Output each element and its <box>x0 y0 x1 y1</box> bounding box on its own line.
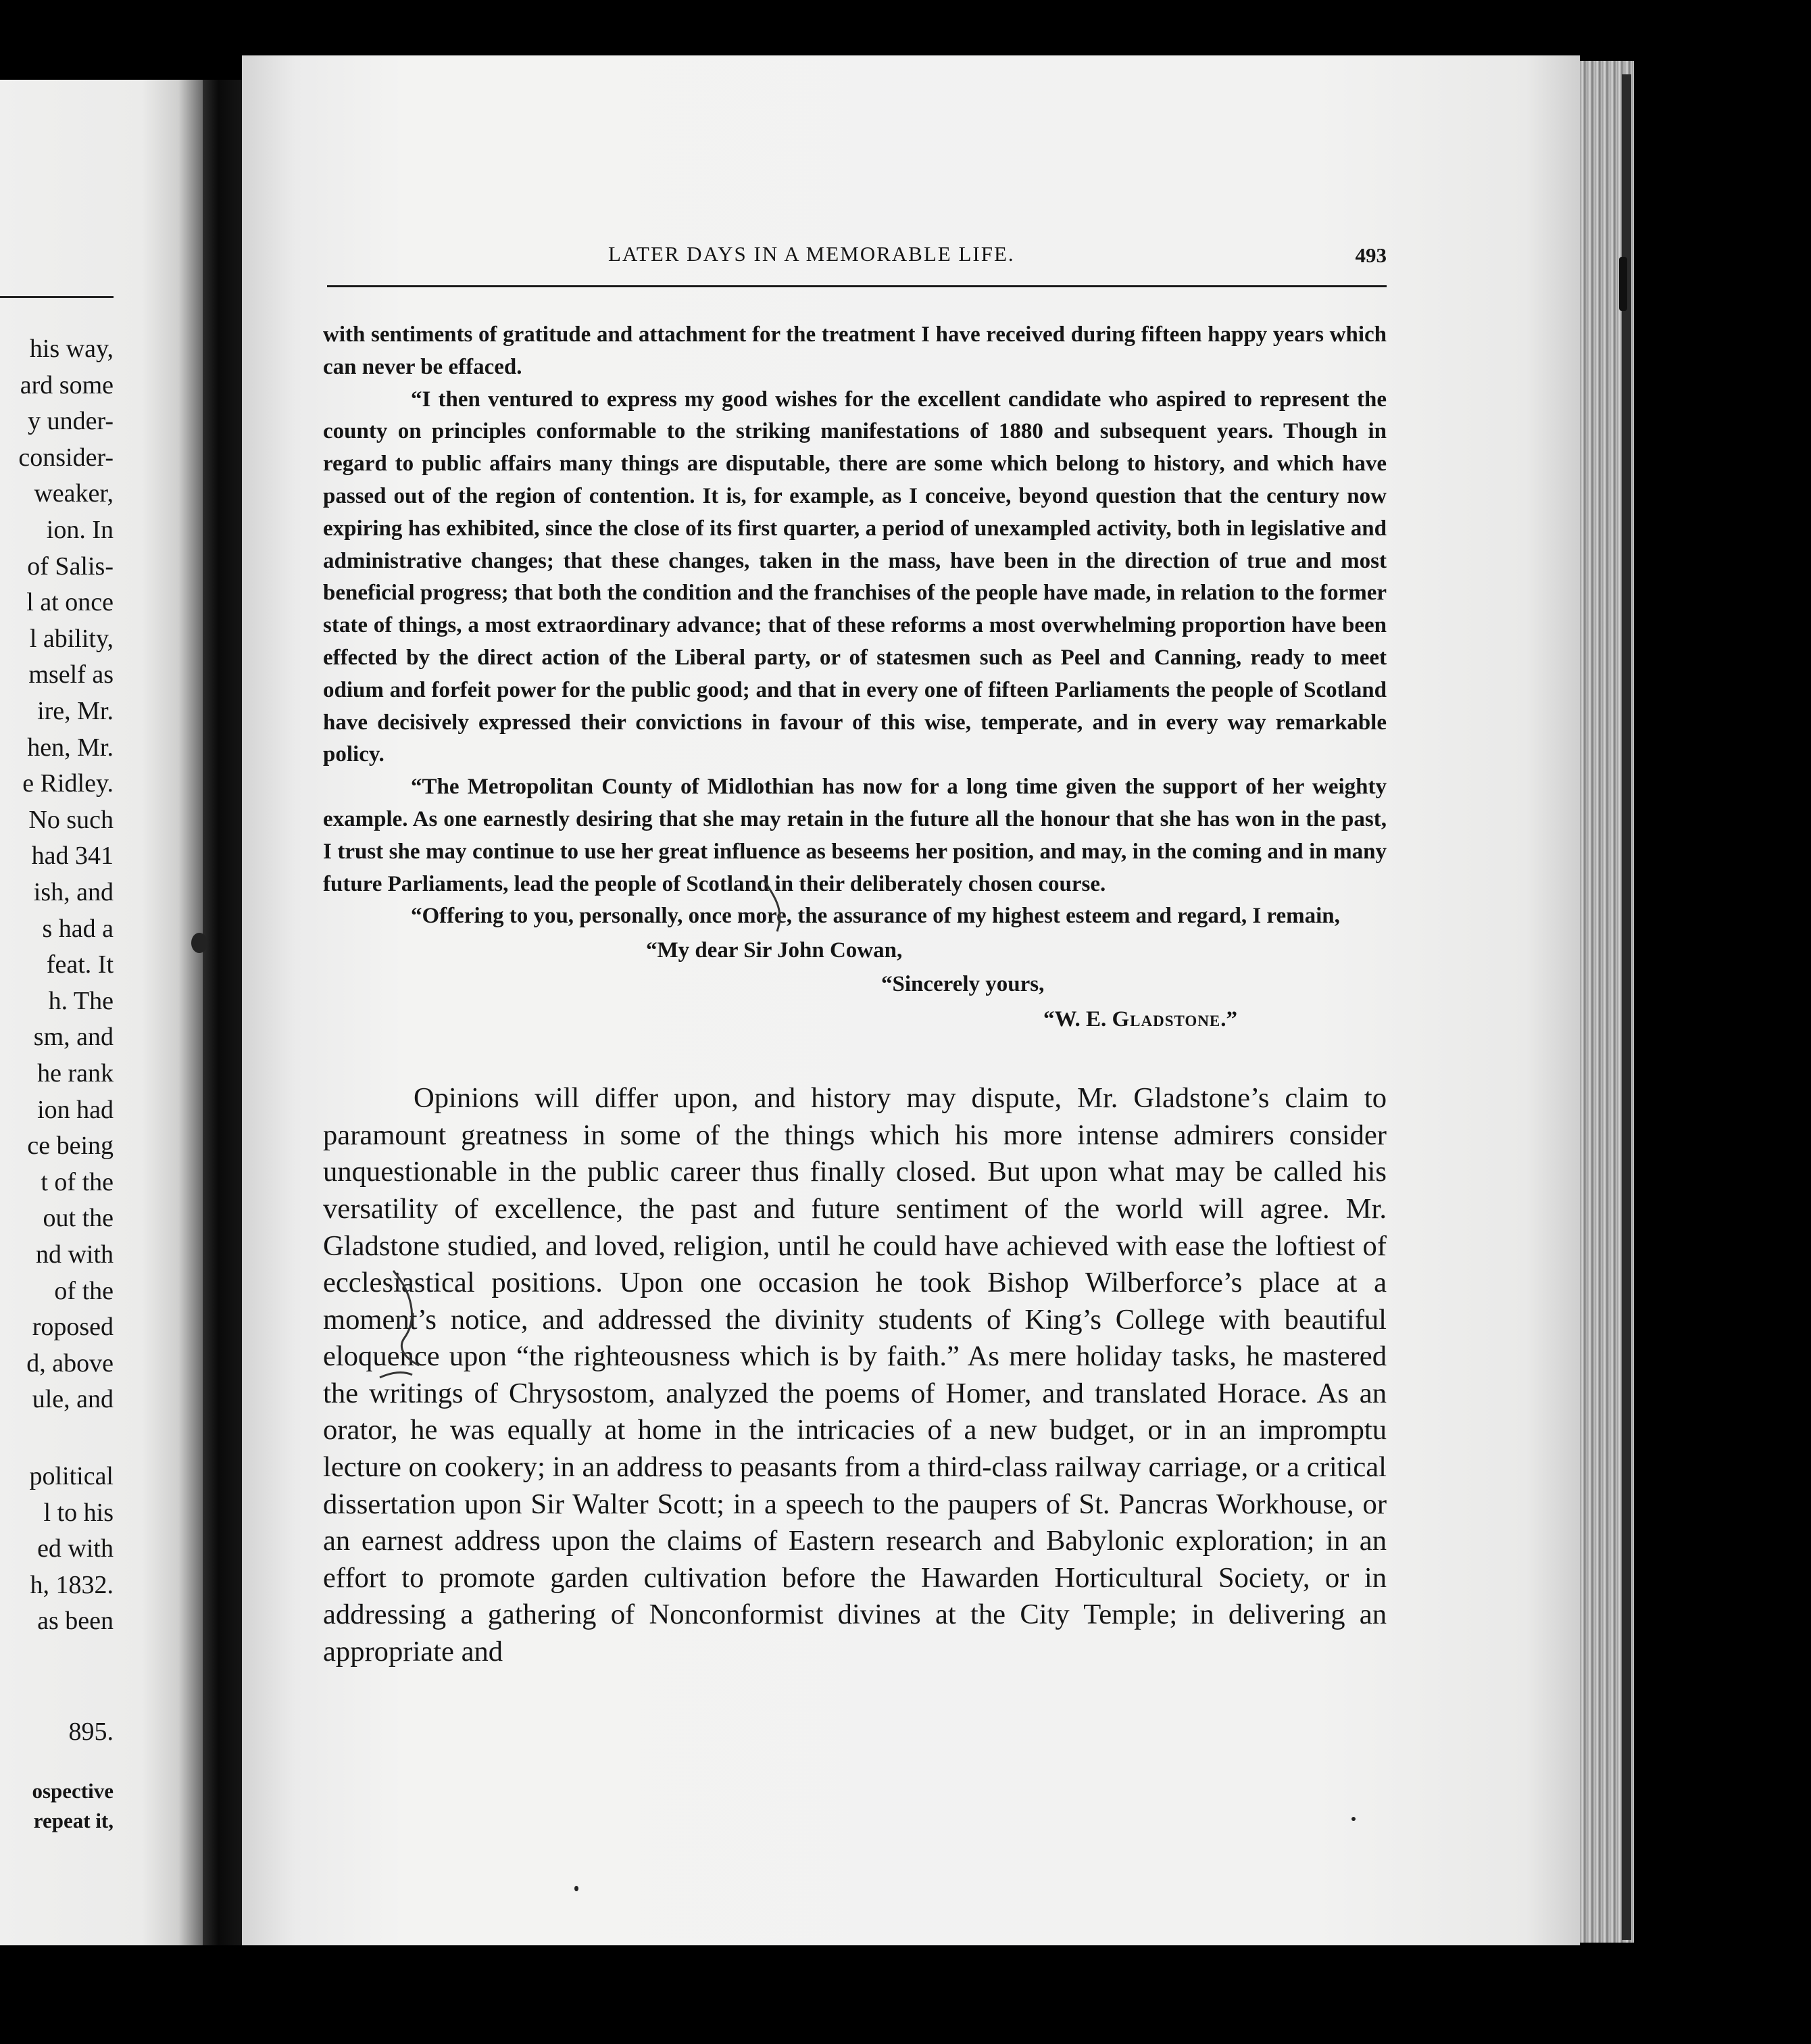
left-page-fragment <box>0 80 203 1945</box>
left-page-line: as been <box>37 1607 114 1636</box>
left-page-line: had 341 <box>31 842 114 871</box>
pencil-bracket-mark <box>378 1264 439 1392</box>
letter-block <box>323 319 1387 1041</box>
left-page-line: hen, Mr. <box>27 733 114 762</box>
left-page-line: weaker, <box>34 479 114 508</box>
book-gutter <box>203 80 242 1945</box>
signature-prefix: “W. E. <box>1043 1007 1112 1032</box>
header-rule <box>327 285 1387 287</box>
signature-name: Gladstone <box>1112 1007 1221 1032</box>
left-page-line: political <box>29 1462 114 1490</box>
letter-paragraph: “I then ventured to express my good wishes for the excellent candidate who aspired to represent the county on principles conformable to the striking manifestations of 1880 and subsequent years. Though in regard to public affairs many things are disputable, there are some which belong to history, and which have passed out of the region of contention. It is, for example, as I conceive, beyond question that the century now expiring has exhibited, since the close of its first quarter, a period of unexampled activity, both in legislative and administrative changes; that these changes, taken in the mass, have been in the direction of true and most beneficial progress; that both the condition and the franchises of the people have made, in relation to the former state of things, a most extraordinary advance; that of these reforms a most overwhelming proportion have been effected by the direct action of the Liberal party, or of statesmen such as Peel and Canning, ready to meet odium and forfeit power for the public good; and that in every one of fifteen Parliaments the people of Scotland have decisively expressed their convictions in favour of this wise, temperate, and in every way remarkable policy. <box>323 387 1387 767</box>
left-page-line: feat. It <box>46 950 114 979</box>
left-page-line: s had a <box>42 914 114 943</box>
left-page-line: sm, and <box>33 1023 114 1052</box>
left-page-line: mself as <box>28 660 114 689</box>
left-page-line: ion. In <box>46 516 114 544</box>
left-page-footnote-line: ospective <box>32 1779 114 1803</box>
left-page-line: consider- <box>18 443 114 472</box>
left-page-line: t of the <box>41 1167 114 1196</box>
ink-speck <box>1351 1817 1356 1821</box>
left-page-line: d, above <box>26 1348 114 1378</box>
left-page-line: ce being <box>27 1132 114 1161</box>
left-page-line: ion had <box>37 1095 114 1124</box>
book-cover-edge <box>1622 74 1631 1940</box>
left-page-line: l to his <box>43 1498 114 1527</box>
signature-suffix: .” <box>1220 1007 1238 1032</box>
letter-closing: “Sincerely yours, <box>881 972 1045 997</box>
left-page-line: ule, and <box>32 1385 114 1414</box>
page-number: 493 <box>1355 243 1387 267</box>
letter-paragraph: “The Metropolitan County of Midlothian has now for a long time given the support of her weighty example. As one earnestly desiring that she may retain in the future all the honour that she has won in the past, I trust she may continue to use her great influence as beseems her position, and may, in the coming and in many future Parliaments, lead the people of Scotland in their deliberately chosen course. <box>323 775 1387 896</box>
ink-blot <box>191 933 207 953</box>
letter-paragraph: “Offering to you, personally, once more, the assurance of my highest esteem and regard, I remain, <box>411 904 1340 929</box>
ink-speck <box>574 1886 578 1891</box>
left-page-line: he rank <box>37 1059 114 1088</box>
left-page-line: ish, and <box>33 878 114 906</box>
letter-signature <box>1043 1003 1237 1036</box>
left-page-line: h, 1832. <box>30 1570 114 1599</box>
left-page-line: nd with <box>35 1240 114 1269</box>
cover-mark <box>1619 257 1627 311</box>
left-page-line: ard some <box>20 370 114 399</box>
page-content <box>323 238 1387 1671</box>
left-page-footnote-line: repeat it, <box>33 1809 114 1832</box>
left-page-line: l at once <box>26 588 114 617</box>
essay-paragraph: Opinions will differ upon, and history may dispute, Mr. Gladstone’s claim to paramount greatness in some of the things which his more intense admirers consider unquestionable in the public career thus finally closed. But upon what may be called his versatility of excellence, the past and future sentiment of the world will agree. Mr. Gladstone studied, and loved, religion, until he could have achieved with ease the loftiest of ecclesiastical positions. Upon one occasion he took Bishop Wilberforce’s place at a moment’s notice, and addressed the divinity students of King’s College with beautiful eloquence upon “the righteousness which is by faith.” As mere holiday tasks, he mastered the writings of Chrysostom, analyzed the poems of Homer, and translated Horace. As an orator, he was equally at home in the intricacies of a new budget, or in an impromptu lecture on cookery; in an address to peasants from a third-class railway carriage, or a critical dissertation upon Sir Walter Scott; in a speech to the paupers of St. Pancras Workhouse, or an earnest address upon the claims of Eastern research and Babylonic exploration; in an effort to promote garden cultivation before the Hawarden Horticultural Society, or in addressing a gathering of Nonconformist divines at the City Temple; in delivering an appropriate and <box>323 1082 1387 1668</box>
left-page-line: out the <box>43 1204 114 1233</box>
left-page-line: l ability, <box>29 624 114 653</box>
letter-salutation: “My dear Sir John Cowan, <box>646 938 903 963</box>
left-page-line: of Salis- <box>27 552 114 581</box>
left-page-rule <box>0 296 114 298</box>
left-page-line: e Ridley. <box>22 769 114 798</box>
essay-block <box>323 1080 1387 1671</box>
letter-paragraph: with sentiments of gratitude and attachment for the treatment I have received during fifteen happy years which can never be effaced. <box>323 322 1387 379</box>
left-page-line: ire, Mr. <box>37 697 114 725</box>
letter-signature-block <box>323 933 1387 1041</box>
left-page-line: roposed <box>32 1313 114 1342</box>
left-page-line: of the <box>54 1276 114 1305</box>
left-page-line: ed with <box>37 1534 114 1563</box>
left-page-line: 895. <box>68 1718 114 1746</box>
pencil-tick-mark <box>757 879 797 933</box>
running-head <box>323 238 1387 292</box>
left-page-line: y under- <box>28 407 114 436</box>
left-page-line: No such <box>28 805 114 834</box>
left-page-line: his way, <box>29 335 114 363</box>
left-page-line: h. The <box>48 986 114 1015</box>
running-title: LATER DAYS IN A MEMORABLE LIFE. <box>608 242 1015 266</box>
